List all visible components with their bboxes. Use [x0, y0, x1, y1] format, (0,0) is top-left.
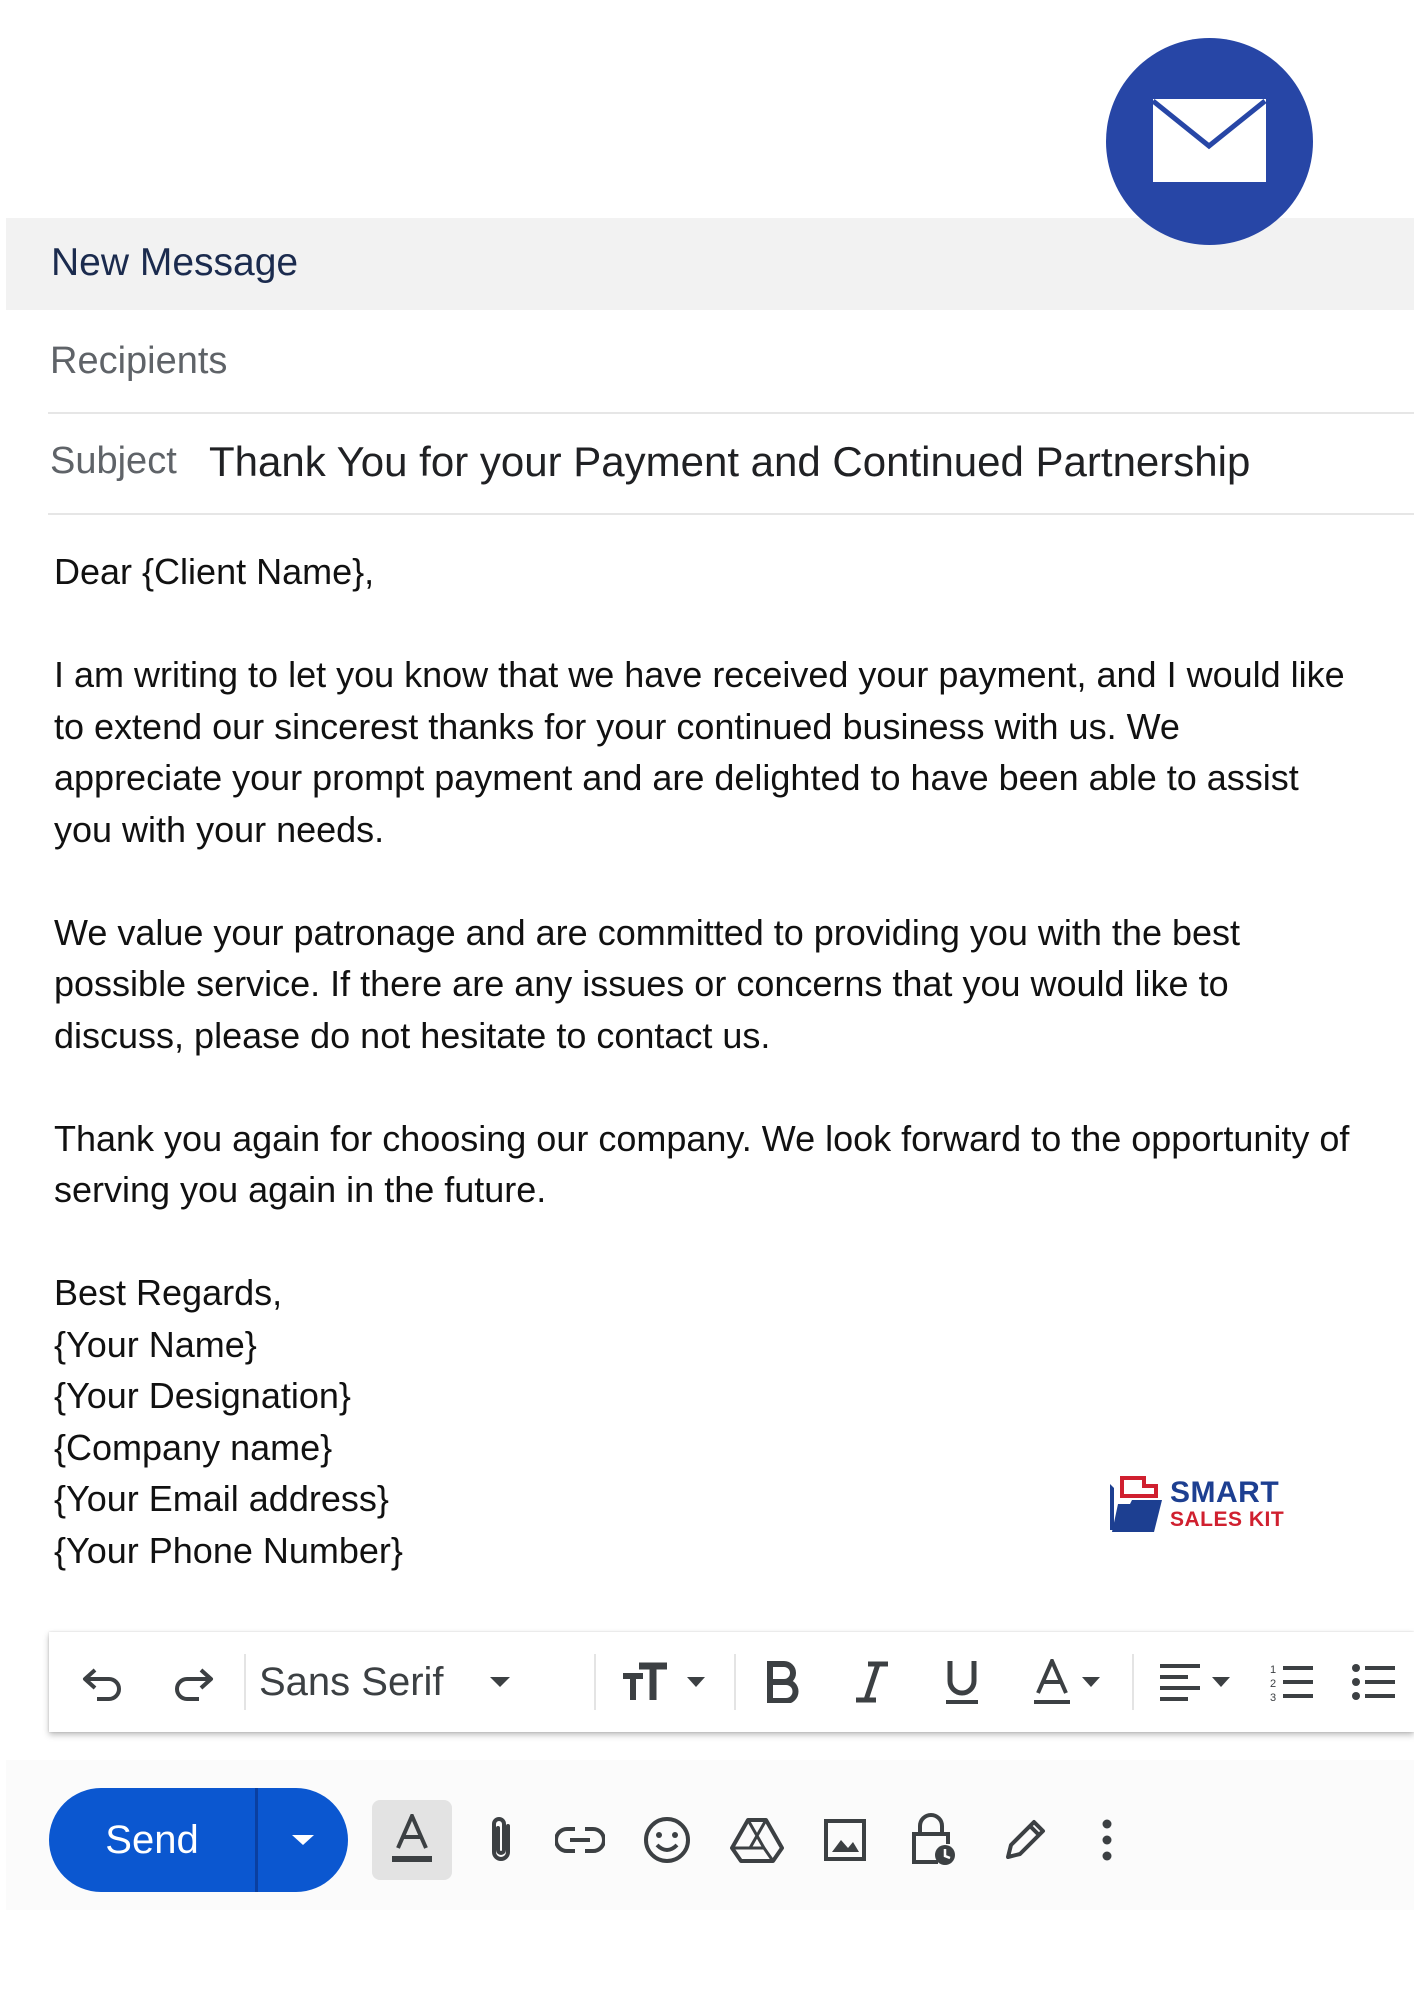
insert-photo-icon: [823, 1818, 867, 1862]
send-button[interactable]: Send: [49, 1788, 255, 1892]
bulleted-list-icon: [1351, 1662, 1397, 1702]
italic-button[interactable]: [837, 1632, 907, 1732]
text-size-icon: [621, 1662, 677, 1702]
insert-photo-button[interactable]: [810, 1800, 880, 1880]
link-icon: [555, 1825, 605, 1855]
attach-icon: [486, 1814, 516, 1866]
align-dropdown-icon: [1210, 1675, 1232, 1689]
body-paragraph: I am writing to let you know that we have received your payment, and I would like to extend our sincerest thanks for your continued business with us. We appreciate your prompt payment and are delighted to have been able to assist you with your needs.: [54, 654, 1345, 850]
subject-field[interactable]: [48, 418, 1414, 515]
text-color-button[interactable]: [1017, 1632, 1117, 1732]
envelope-icon: [1152, 98, 1267, 183]
insert-drive-button[interactable]: [722, 1800, 792, 1880]
svg-text:3: 3: [1270, 1692, 1277, 1702]
emoji-button[interactable]: [632, 1800, 702, 1880]
numbered-list-button[interactable]: [1257, 1632, 1327, 1732]
signature-line: {Company name}: [54, 1426, 333, 1468]
formatting-options-button[interactable]: [372, 1800, 452, 1880]
signature-line: {Your Phone Number}: [54, 1529, 403, 1571]
insert-signature-button[interactable]: [990, 1800, 1060, 1880]
underline-icon: [944, 1659, 980, 1705]
message-body[interactable]: [54, 546, 1354, 1576]
svg-text:1: 1: [1270, 1664, 1277, 1676]
recipients-placeholder: Recipients: [50, 340, 228, 382]
bold-icon: [764, 1661, 800, 1703]
formatting-options-icon: [390, 1814, 434, 1866]
undo-button[interactable]: [69, 1632, 137, 1732]
body-paragraph: We value your patronage and are committed to providing you with the best possible service. If there are any issues or concerns that you would like to discuss, please do not hesitate to contact us.: [54, 911, 1241, 1056]
font-family-select[interactable]: [259, 1632, 589, 1732]
numbered-list-icon: [1269, 1662, 1315, 1702]
redo-button[interactable]: [159, 1632, 227, 1732]
subject-value[interactable]: Thank You for your Payment and Continued Partnership: [209, 438, 1251, 485]
confidential-mode-button[interactable]: [898, 1800, 968, 1880]
text-color-dropdown-icon: [1080, 1675, 1102, 1689]
confidential-mode-icon: [910, 1812, 956, 1868]
font-dropdown-icon: [488, 1675, 512, 1689]
align-button[interactable]: [1145, 1632, 1245, 1732]
signature-line: Best Regards,: [54, 1272, 283, 1313]
signature-line: {Your Email address}: [54, 1478, 389, 1519]
italic-icon: [854, 1661, 890, 1703]
mail-badge: [1106, 38, 1313, 245]
subject-label: Subject: [50, 440, 177, 482]
signature-line: {Your Name}: [54, 1323, 257, 1365]
font-family-value: Sans Serif: [259, 1659, 444, 1704]
greeting: Dear {Client Name},: [54, 551, 375, 592]
chevron-down-icon: [290, 1833, 316, 1847]
bulleted-list-button[interactable]: [1339, 1632, 1409, 1732]
brand-line-1: SMART: [1170, 1476, 1280, 1509]
svg-text:2: 2: [1270, 1678, 1277, 1690]
align-icon: [1158, 1662, 1202, 1702]
emoji-icon: [643, 1816, 691, 1864]
more-options-icon: [1101, 1818, 1113, 1862]
body-paragraph: Thank you again for choosing our company. We look forward to the opportunity of serving you again in the future.: [54, 1117, 1350, 1210]
signature-icon: [1002, 1817, 1048, 1863]
more-options-button[interactable]: [1072, 1800, 1142, 1880]
redo-icon: [171, 1662, 215, 1702]
text-color-icon: [1032, 1659, 1072, 1705]
formatting-toolbar: [49, 1632, 1414, 1732]
underline-button[interactable]: [927, 1632, 997, 1732]
attach-button[interactable]: [466, 1800, 536, 1880]
brand-logo: [1104, 1472, 1304, 1542]
text-size-button[interactable]: [609, 1632, 719, 1732]
drive-icon: [730, 1817, 784, 1863]
folder-logo-icon: [1104, 1474, 1164, 1536]
brand-line-2: SALES KIT: [1170, 1508, 1285, 1531]
recipients-field[interactable]: [48, 318, 1414, 414]
text-size-dropdown-icon: [685, 1675, 707, 1689]
signature-line: {Your Designation}: [54, 1375, 351, 1416]
window-title: New Message: [51, 241, 299, 284]
bold-button[interactable]: [747, 1632, 817, 1732]
insert-link-button[interactable]: [545, 1800, 615, 1880]
undo-icon: [81, 1662, 125, 1702]
